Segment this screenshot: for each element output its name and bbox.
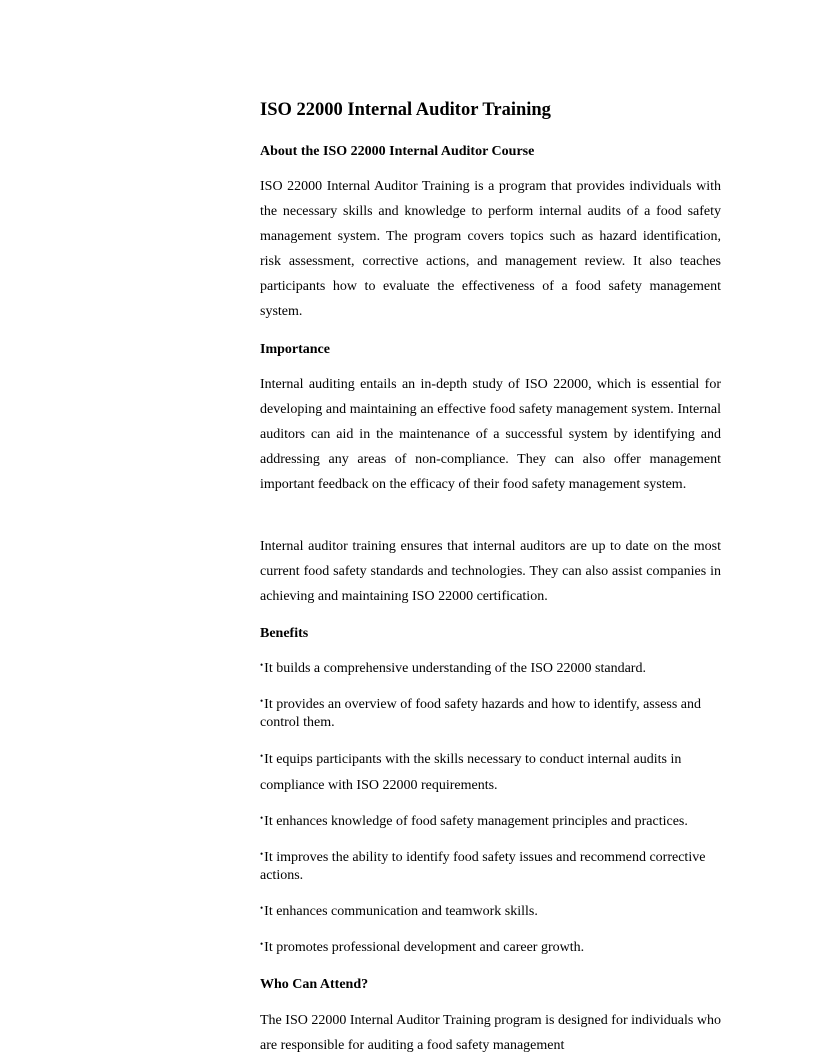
page-title: ISO 22000 Internal Auditor Training [260, 100, 551, 120]
benefit-item [260, 903, 721, 921]
who-can-attend-heading: Who Can Attend? [260, 977, 369, 992]
bullet-icon: • [260, 660, 264, 670]
benefit-text: It provides an overview of food safety hazards and how to identify, assess and control them. [260, 697, 702, 730]
benefit-text: It enhances communication and teamwork skills. [264, 904, 538, 919]
benefit-item [260, 747, 721, 798]
bullet-icon: • [260, 696, 264, 706]
bullet-icon: • [260, 751, 264, 761]
benefit-item [260, 939, 721, 957]
benefit-text: It promotes professional development and career growth. [264, 940, 585, 955]
importance-paragraph-1: Internal auditing entails an in-depth study of ISO 22000, which is essential for developing and maintaining an effective food safety management system. Internal auditors can aid in the maintenance of a successful system by identifying and addressing any areas of non-compliance. They can also offer management important feedback on the efficacy of their food safety management system. [260, 377, 721, 492]
bullet-icon: • [260, 939, 264, 949]
benefit-text: It enhances knowledge of food safety management principles and practices. [264, 814, 688, 829]
benefit-text: It equips participants with the skills necessary to conduct internal audits in compliance with ISO 22000 requirements. [260, 752, 682, 793]
benefit-item [260, 849, 721, 885]
bullet-icon: • [260, 903, 264, 913]
benefit-text: It improves the ability to identify food safety issues and recommend corrective actions. [260, 850, 706, 883]
importance-heading: Importance [260, 342, 330, 357]
bullet-icon: • [260, 813, 264, 823]
benefit-text: It builds a comprehensive understanding of the ISO 22000 standard. [264, 661, 646, 676]
bullet-icon: • [260, 849, 264, 859]
benefit-item [260, 660, 721, 678]
benefit-item [260, 813, 721, 831]
importance-paragraph-2: Internal auditor training ensures that internal auditors are up to date on the most current food safety standards and technologies. They can also assist companies in achieving and maintaining ISO 22000 certification. [260, 539, 721, 604]
benefits-heading: Benefits [260, 626, 309, 641]
benefit-item [260, 696, 721, 732]
about-paragraph: ISO 22000 Internal Auditor Training is a program that provides individuals with the necessary skills and knowledge to perform internal audits of a food safety management system. The program covers topics such as hazard identification, risk assessment, corrective actions, and management review. It also teaches participants how to evaluate the effectiveness of a food safety management system. [260, 179, 721, 319]
about-heading: About the ISO 22000 Internal Auditor Course [260, 144, 535, 159]
who-can-attend-paragraph: The ISO 22000 Internal Auditor Training program is designed for individuals who are responsible for auditing a food safety management [260, 1013, 721, 1053]
